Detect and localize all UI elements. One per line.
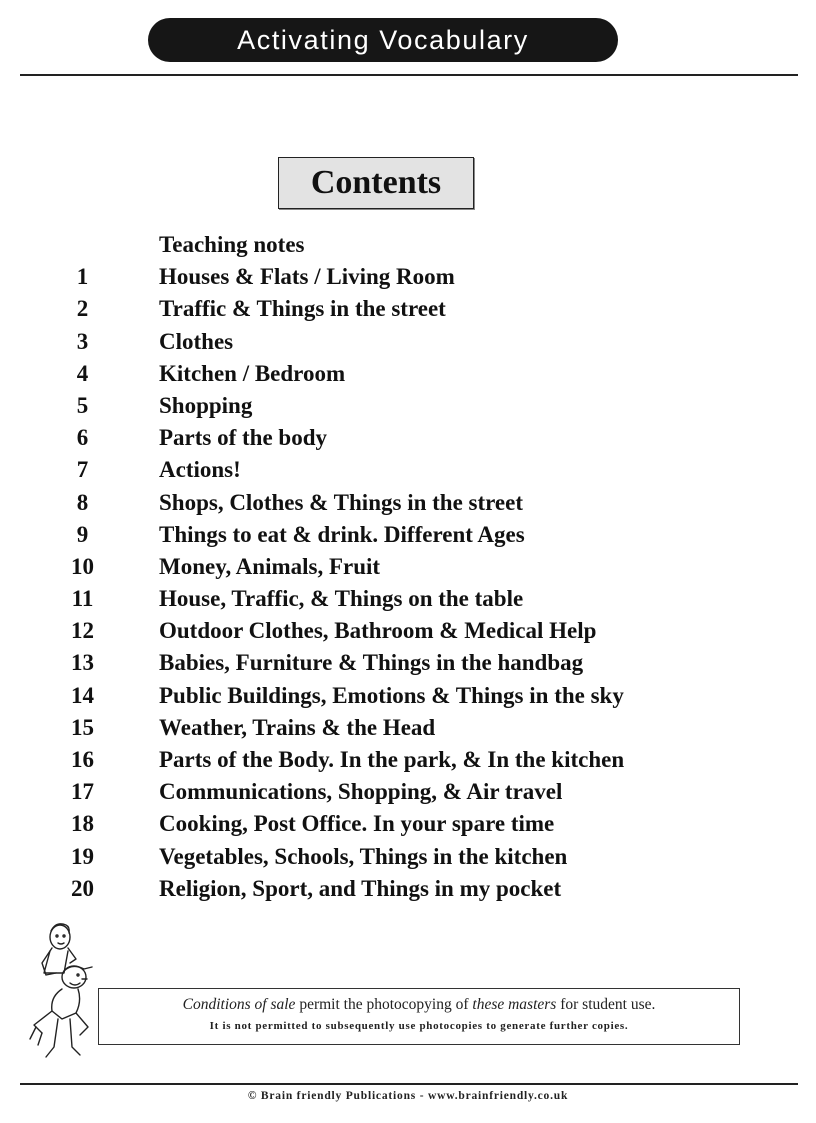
toc-title: Vegetables, Schools, Things in the kitchen bbox=[159, 843, 568, 869]
toc-number: 8 bbox=[76, 489, 89, 515]
toc-row bbox=[0, 229, 816, 261]
these-masters-phrase: these masters bbox=[472, 996, 557, 1013]
toc-row bbox=[0, 583, 816, 615]
toc-number: 1 bbox=[76, 264, 89, 290]
toc-number: 10 bbox=[71, 553, 94, 579]
conditions-restriction: It is not permitted to subsequently use photocopies to generate further copies. bbox=[209, 1020, 629, 1032]
toc-row bbox=[0, 776, 816, 808]
toc-title: Clothes bbox=[159, 328, 234, 354]
toc-number: 16 bbox=[71, 747, 94, 772]
toc-title: Communications, Shopping, & Air travel bbox=[159, 779, 563, 805]
toc-title: Teaching notes bbox=[159, 232, 305, 257]
toc-number: 7 bbox=[76, 457, 89, 483]
toc-row bbox=[0, 551, 816, 583]
toc-row bbox=[0, 680, 816, 712]
toc-number: 5 bbox=[76, 392, 89, 418]
toc-number: 15 bbox=[71, 714, 94, 740]
toc-title: Parts of the body bbox=[159, 425, 328, 451]
toc-number: 4 bbox=[76, 360, 89, 386]
toc-number: 14 bbox=[71, 682, 94, 708]
toc-row bbox=[0, 873, 816, 905]
toc-number: 13 bbox=[71, 650, 94, 676]
toc-title: Shopping bbox=[159, 392, 253, 418]
header-banner bbox=[148, 18, 618, 62]
toc-title: Outdoor Clothes, Bathroom & Medical Help bbox=[159, 618, 597, 644]
bottom-divider bbox=[20, 1083, 798, 1085]
toc-row bbox=[0, 326, 816, 358]
toc-title: Houses & Flats / Living Room bbox=[159, 264, 455, 290]
table-of-contents bbox=[0, 229, 816, 905]
toc-title: Shops, Clothes & Things in the street bbox=[159, 489, 524, 515]
top-divider bbox=[20, 74, 798, 76]
toc-row bbox=[0, 647, 816, 679]
toc-number: 3 bbox=[76, 328, 89, 354]
toc-title: Babies, Furniture & Things in the handbag bbox=[159, 650, 584, 676]
contents-heading-box bbox=[278, 157, 474, 209]
toc-number: 11 bbox=[71, 586, 94, 612]
toc-row bbox=[0, 454, 816, 486]
toc-row bbox=[0, 293, 816, 325]
toc-number: 20 bbox=[71, 875, 94, 901]
toc-title: Money, Animals, Fruit bbox=[159, 553, 381, 579]
footer-copyright: © Brain friendly Publications - www.brainfriendly.co.uk bbox=[247, 1090, 569, 1102]
toc-number: 2 bbox=[76, 296, 89, 322]
conditions-of-sale-phrase: Conditions of sale bbox=[182, 996, 296, 1013]
toc-title: Kitchen / Bedroom bbox=[159, 360, 346, 386]
toc-row bbox=[0, 519, 816, 551]
toc-number: 6 bbox=[76, 425, 89, 451]
toc-row bbox=[0, 358, 816, 390]
conditions-text-part2: permit the photocopying of bbox=[295, 996, 473, 1013]
toc-row bbox=[0, 744, 816, 776]
conditions-text bbox=[99, 996, 739, 1014]
conditions-of-sale-box bbox=[98, 988, 740, 1045]
toc-row bbox=[0, 712, 816, 744]
toc-title: Public Buildings, Emotions & Things in the sky bbox=[159, 682, 624, 708]
toc-number: 19 bbox=[71, 843, 94, 869]
toc-row bbox=[0, 487, 816, 519]
toc-row bbox=[0, 261, 816, 293]
toc-row bbox=[0, 390, 816, 422]
toc-title: Parts of the Body. In the park, & In the kitchen bbox=[159, 747, 625, 772]
toc-row bbox=[0, 422, 816, 454]
header-title: Activating Vocabulary bbox=[237, 24, 529, 55]
cartoon-people-illustration bbox=[20, 915, 106, 1061]
toc-row bbox=[0, 841, 816, 873]
conditions-text-part4: for student use. bbox=[556, 996, 656, 1013]
toc-number: 17 bbox=[71, 779, 94, 805]
toc-title: Traffic & Things in the street bbox=[159, 296, 446, 322]
contents-title: Contents bbox=[310, 164, 442, 201]
toc-number: 12 bbox=[71, 618, 94, 644]
toc-title: Cooking, Post Office. In your spare time bbox=[159, 811, 555, 837]
toc-title: Weather, Trains & the Head bbox=[159, 714, 436, 740]
toc-number: 9 bbox=[76, 521, 89, 547]
toc-title: House, Traffic, & Things on the table bbox=[159, 586, 524, 612]
toc-row bbox=[0, 615, 816, 647]
toc-number: 18 bbox=[71, 811, 94, 837]
toc-title: Religion, Sport, and Things in my pocket bbox=[159, 875, 562, 901]
toc-title: Things to eat & drink. Different Ages bbox=[159, 521, 525, 547]
toc-row bbox=[0, 808, 816, 840]
toc-title: Actions! bbox=[159, 457, 241, 483]
